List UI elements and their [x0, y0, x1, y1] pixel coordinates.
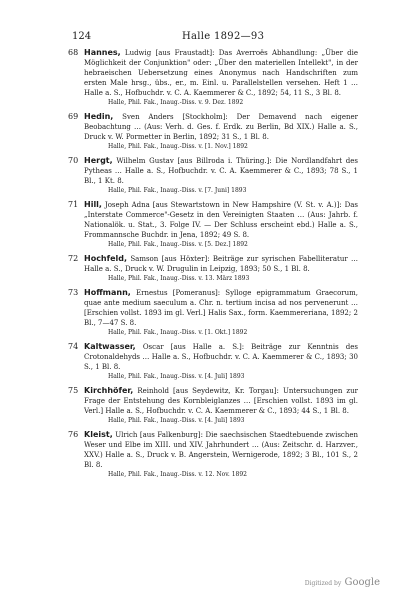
- entry-number: 74: [68, 342, 79, 351]
- entry-text: [84, 254, 358, 274]
- entry-note: Halle, Phil. Fak., Inaug.-Diss. v. 12. Nov. 1892: [108, 471, 247, 478]
- entry-text: [84, 156, 358, 186]
- author-name: Hoffmann,: [84, 288, 131, 297]
- entry-body: Ludwig [aus Fraustadt]: Das Averroës Abhandlung: „Über die Möglichkeit der Conjunktion" oder: „Über den materiellen Intellekt", in der hebraeischen Uebersetzung eines Anonymus nach Handschriften zum ersten Male hrsg., übs., er., m. Einl. u. Parallelstellen versehen. Heft 1 … Halle a. S., Hofbuchdr. v. C. A. Kaemmerer & C., 1892; 54, 11 S., 3 Bl. 8.: [84, 49, 358, 97]
- running-title: Halle 1892—93: [182, 31, 265, 42]
- google-logo: Google: [344, 577, 380, 588]
- entry-body: Wilhelm Gustav [aus Billroda i. Thüring.]: Die Nordlandfahrt des Pytheas … Halle a. S., Hofbuchdr. v. C. A. Kaemmerer & C., 1893; 78 S., 1 Bl., 1 Kt. 8.: [84, 157, 358, 185]
- bibliography-entry: [68, 342, 358, 381]
- entry-text: [84, 342, 358, 372]
- entry-note: Halle, Phil. Fak., Inaug.-Diss. v. [5. Dez.] 1892: [108, 241, 248, 248]
- entry-body: Samson [aus Höxter]: Beiträge zur syrischen Fabelliteratur … Halle a. S., Druck v. W. Drugulin in Leipzig, 1893; 50 S., 1 Bl. 8.: [84, 255, 358, 273]
- bibliography-entry: [68, 48, 358, 107]
- author-name: Hergt,: [84, 156, 113, 165]
- entry-body: Reinhold [aus Seydewitz, Kr. Torgau]: Untersuchungen zur Frage der Entstehung des Kornbleiglanzes … [Erschien vollst. 1893 im gl. Verl.] Halle a. S., Hofbuchdr. v. C. A. Kaemmerer & C., 1893; 44 S., 1 Bl. 8.: [84, 387, 358, 415]
- bibliography-entry: [68, 112, 358, 151]
- entry-note: Halle, Phil. Fak., Inaug.-Diss. v. [4. Juli] 1893: [108, 417, 245, 424]
- entry-note: Halle, Phil. Fak., Inaug.-Diss. v. [1. Okt.] 1892: [108, 329, 248, 336]
- bibliography-entry: [68, 288, 358, 337]
- bibliography-entry: [68, 386, 358, 425]
- entry-number: 68: [68, 48, 79, 57]
- entry-body: Ernestus [Pomeranus]: Sylloge epigrammatum Graecorum, quae ante medium saeculum a. Chr. n. tertium incisa ad nos pervenerunt … [Erschien vollst. 1893 im gl. Verl.] Halis Sax., form. Kaemmereriana, 1892; 2 Bl., 7—47 S. 8.: [84, 289, 358, 327]
- entry-number: 75: [68, 386, 79, 395]
- entry-body: Sven Anders [Stockholm]: Der Demavend nach eigener Beobachtung … (Aus: Verh. d. Ges. f. Erdk. zu Berlin, Bd XIX.) Halle a. S., Druck v. W. Pormetter in Berlin, 1892; 31 S., 1 Bl. 8.: [84, 113, 358, 141]
- author-name: Hannes,: [84, 48, 121, 57]
- entry-note: Halle, Phil. Fak., Inaug.-Diss. v. 13. März 1893: [108, 275, 250, 282]
- entry-body: Joseph Adna [aus Stewartstown in New Hampshire (V. St. v. A.)]: Das „Interstate Commerce"-Gesetz in den Vereinigten Staaten … (Aus: Jahrb. f. Nationalök. u. Stat., 3. Folge IV. — Der Schluss erscheint ebd.) Halle a. S., Frommannsche Buchdr. in Jena, 1892; 49 S. 8.: [84, 201, 358, 239]
- author-name: Kaltwasser,: [84, 342, 136, 351]
- entry-body: Ulrich [aus Falkenburg]: Die saechsischen Staedtebuende zwischen Weser und Elbe im XIII. und XIV. Jahrhundert … (Aus: Zeitschr. d. Harzver., XXV.) Halle a. S., Druck v. B. Angerstein, Wernigerode, 1892; 3 Bl., 101 S., 2 Bl. 8.: [84, 431, 358, 469]
- author-name: Hill,: [84, 200, 102, 209]
- page-number: 124: [72, 31, 92, 42]
- entry-note: Halle, Phil. Fak., Inaug.-Diss. v. 9. Dez. 1892: [108, 99, 244, 106]
- bibliography-entry: [68, 430, 358, 479]
- bibliography-entry: [68, 200, 358, 249]
- entry-number: 72: [68, 254, 79, 263]
- entry-body: Oscar [aus Halle a. S.]: Beiträge zur Kenntnis des Crotonaldehyds … Halle a. S., Hofbuchdr. v. C. A. Kaemmerer & C., 1893; 30 S., 1 Bl. 8.: [84, 343, 358, 371]
- entry-text: [84, 430, 358, 470]
- author-name: Kleist,: [84, 430, 113, 439]
- bibliography-entry: [68, 254, 358, 283]
- entry-text: [84, 200, 358, 240]
- entry-note: Halle, Phil. Fak., Inaug.-Diss. v. [7. Juni] 1893: [108, 187, 247, 194]
- entry-number: 76: [68, 430, 79, 439]
- entry-note: Halle, Phil. Fak., Inaug.-Diss. v. [4. Juli] 1893: [108, 373, 245, 380]
- digitization-watermark: [300, 577, 380, 591]
- entry-note: Halle, Phil. Fak., Inaug.-Diss. v. [1. Nov.] 1892: [108, 143, 248, 150]
- entry-text: [84, 288, 358, 328]
- author-name: Kirchhöfer,: [84, 386, 134, 395]
- author-name: Hedin,: [84, 112, 114, 121]
- entry-number: 70: [68, 156, 79, 165]
- entry-text: [84, 386, 358, 416]
- entry-number: 69: [68, 112, 79, 121]
- entry-list: [68, 48, 358, 484]
- bibliography-entry: [68, 156, 358, 195]
- author-name: Hochfeld,: [84, 254, 128, 263]
- entry-text: [84, 48, 358, 98]
- page-header: [72, 30, 352, 44]
- entry-number: 71: [68, 200, 79, 209]
- entry-number: 73: [68, 288, 79, 297]
- digitized-by-label: Digitized by: [304, 580, 342, 587]
- entry-text: [84, 112, 358, 142]
